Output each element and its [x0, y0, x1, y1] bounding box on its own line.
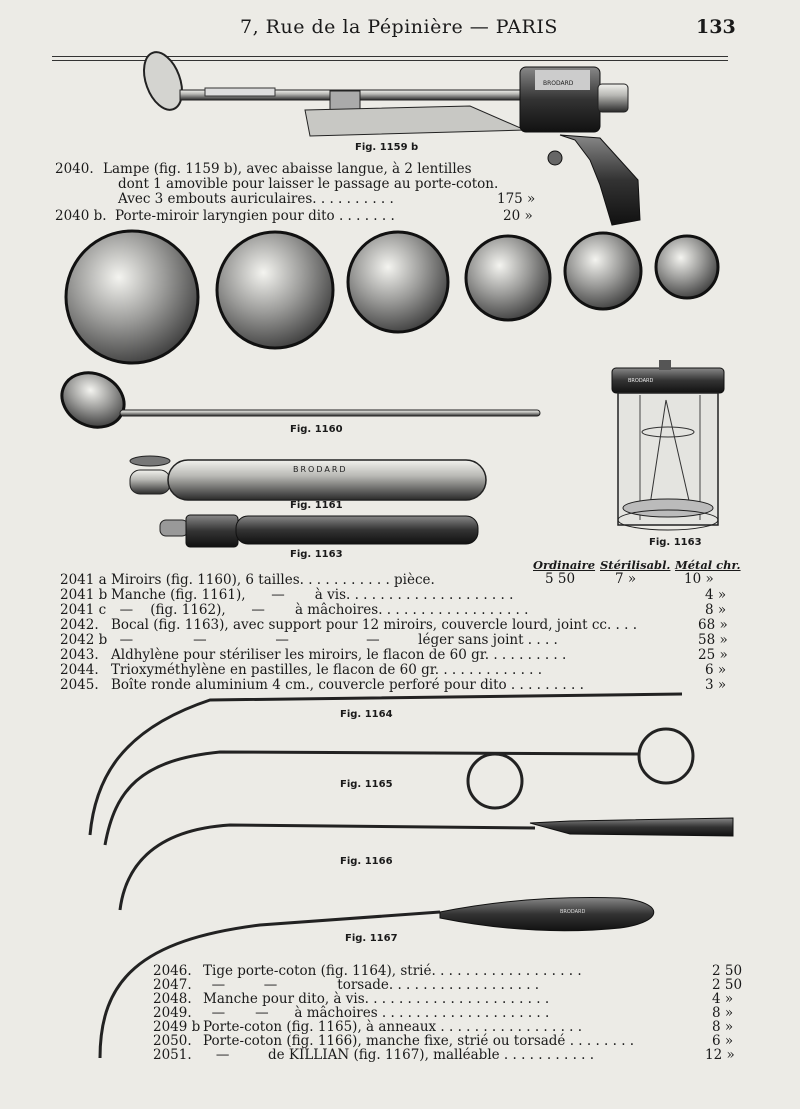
caption-fig-1163-left: Fig. 1163: [290, 549, 343, 560]
item-description: Avec 3 embouts auriculaires. . . . . . . . . .: [118, 191, 394, 207]
row-description: — — — — léger sans joint . . . .: [111, 632, 558, 648]
row-description: Trioxyméthylène en pastilles, le flacon de 60 gr. . . . . . . . . . . . .: [111, 662, 543, 678]
row-description: Miroirs (fig. 1160), 6 tailles. . . . . . . . . . . pièce.: [111, 572, 435, 588]
item-price: 175 »: [497, 191, 536, 207]
item-price: 8 »: [712, 1019, 734, 1035]
row-number: 2045.: [60, 677, 99, 693]
caption-fig-1166: Fig. 1166: [340, 856, 393, 867]
item-description: Manche pour dito, à vis. . . . . . . . . . . . . . . . . . . . . .: [203, 991, 550, 1007]
row-description: — (fig. 1162), — à mâchoires. . . . . . . . . . . . . . . . . .: [111, 602, 529, 618]
item-description: — — à mâchoires . . . . . . . . . . . . . . . . . . . .: [203, 1005, 550, 1021]
row-description: Manche (fig. 1161), — à vis. . . . . . . . . . . . . . . . . . . .: [111, 587, 514, 603]
row-price-metal: 3 »: [705, 677, 727, 693]
item-number: 2040 b.: [55, 208, 107, 224]
item-price: 12 »: [705, 1047, 735, 1063]
caption-fig-1160: Fig. 1160: [290, 424, 343, 435]
row-price-metal: 25 »: [698, 647, 728, 663]
item-price: 2 50: [712, 963, 743, 979]
sterilizing-jar-illustration: [612, 360, 724, 530]
row-description: Bocal (fig. 1163), avec support pour 12 miroirs, couvercle lourd, joint cc. . . .: [111, 617, 637, 633]
page-number: 133: [696, 16, 736, 38]
item-number: 2046.: [153, 963, 192, 979]
item-price: 2 50: [712, 977, 743, 993]
handle-jaw-illustration: [160, 515, 478, 547]
row-price-sterilisable: 7 »: [615, 571, 637, 587]
item-number: 2047.: [153, 977, 192, 993]
handle-brand-mark: BRODARD: [293, 465, 348, 474]
row-price-metal: 8 »: [705, 602, 727, 618]
row-description: Boîte ronde aluminium 4 cm., couvercle perforé pour dito . . . . . . . . .: [111, 677, 584, 693]
caption-fig-1161: Fig. 1161: [290, 500, 343, 511]
row-price-metal: 6 »: [705, 662, 727, 678]
item-number: 2040.: [55, 161, 94, 177]
item-price: 8 »: [712, 1005, 734, 1021]
row-number: 2041 b: [60, 587, 108, 603]
column-header: Ordinaire: [533, 558, 596, 572]
item-description: dont 1 amovible pour laisser le passage au porte-coton.: [118, 176, 499, 192]
item-description: Porte-coton (fig. 1165), à anneaux . . . . . . . . . . . . . . . . .: [203, 1019, 583, 1035]
item-description: — de KILLIAN (fig. 1167), malléable . . . . . . . . . . .: [203, 1047, 595, 1063]
row-price-metal: 4 »: [705, 587, 727, 603]
row-description: Aldhylène pour stériliser les miroirs, le flacon de 60 gr. . . . . . . . . .: [111, 647, 567, 663]
caption-fig-1164: Fig. 1164: [340, 709, 393, 720]
fixed-handle-cotton-holder-illustration: [120, 818, 733, 910]
item-description: Porte-miroir laryngien pour dito . . . . . . .: [115, 208, 395, 224]
mirrors-row: [66, 231, 718, 363]
item-number: 2051.: [153, 1047, 192, 1063]
item-price: 6 »: [712, 1033, 734, 1049]
item-description: Porte-coton (fig. 1166), manche fixe, strié ou torsadé . . . . . . . .: [203, 1033, 635, 1049]
item-description: — — torsade. . . . . . . . . . . . . . . . . .: [203, 977, 540, 993]
item-number: 2048.: [153, 991, 192, 1007]
handle-screw-illustration: [130, 456, 486, 500]
row-price-metal: 68 »: [698, 617, 728, 633]
item-description: Tige porte-coton (fig. 1164), strié. . . . . . . . . . . . . . . . . .: [203, 963, 582, 979]
column-header: Métal chr.: [675, 558, 741, 572]
lamp-brand-mark: BRODARD: [543, 80, 574, 87]
row-number: 2042 b: [60, 632, 108, 648]
item-number: 2049 b: [153, 1019, 201, 1035]
row-price-metal: 10 »: [684, 571, 714, 587]
caption-fig-1159b: Fig. 1159 b: [355, 142, 419, 153]
item-number: 2049.: [153, 1005, 192, 1021]
caption-fig-1163-right: Fig. 1163: [649, 537, 702, 548]
row-number: 2041 c: [60, 602, 107, 618]
caption-fig-1165: Fig. 1165: [340, 779, 393, 790]
item-price: 20 »: [503, 208, 533, 224]
row-number: 2044.: [60, 662, 99, 678]
jar-brand-mark: BRODARD: [628, 378, 654, 384]
row-price-ordinaire: 5 50: [545, 571, 576, 587]
item-price: 4 »: [712, 991, 734, 1007]
row-number: 2041 a: [60, 572, 107, 588]
page-title: 7, Rue de la Pépinière — PARIS: [240, 16, 558, 38]
spatula-brand-mark: BRODARD: [560, 909, 586, 915]
item-description: Lampe (fig. 1159 b), avec abaisse langue, à 2 lentilles: [103, 161, 472, 177]
item-number: 2050.: [153, 1033, 192, 1049]
caption-fig-1167: Fig. 1167: [345, 933, 398, 944]
column-header: Stérilisabl.: [600, 558, 671, 572]
row-price-metal: 58 »: [698, 632, 728, 648]
row-number: 2043.: [60, 647, 99, 663]
row-number: 2042.: [60, 617, 99, 633]
